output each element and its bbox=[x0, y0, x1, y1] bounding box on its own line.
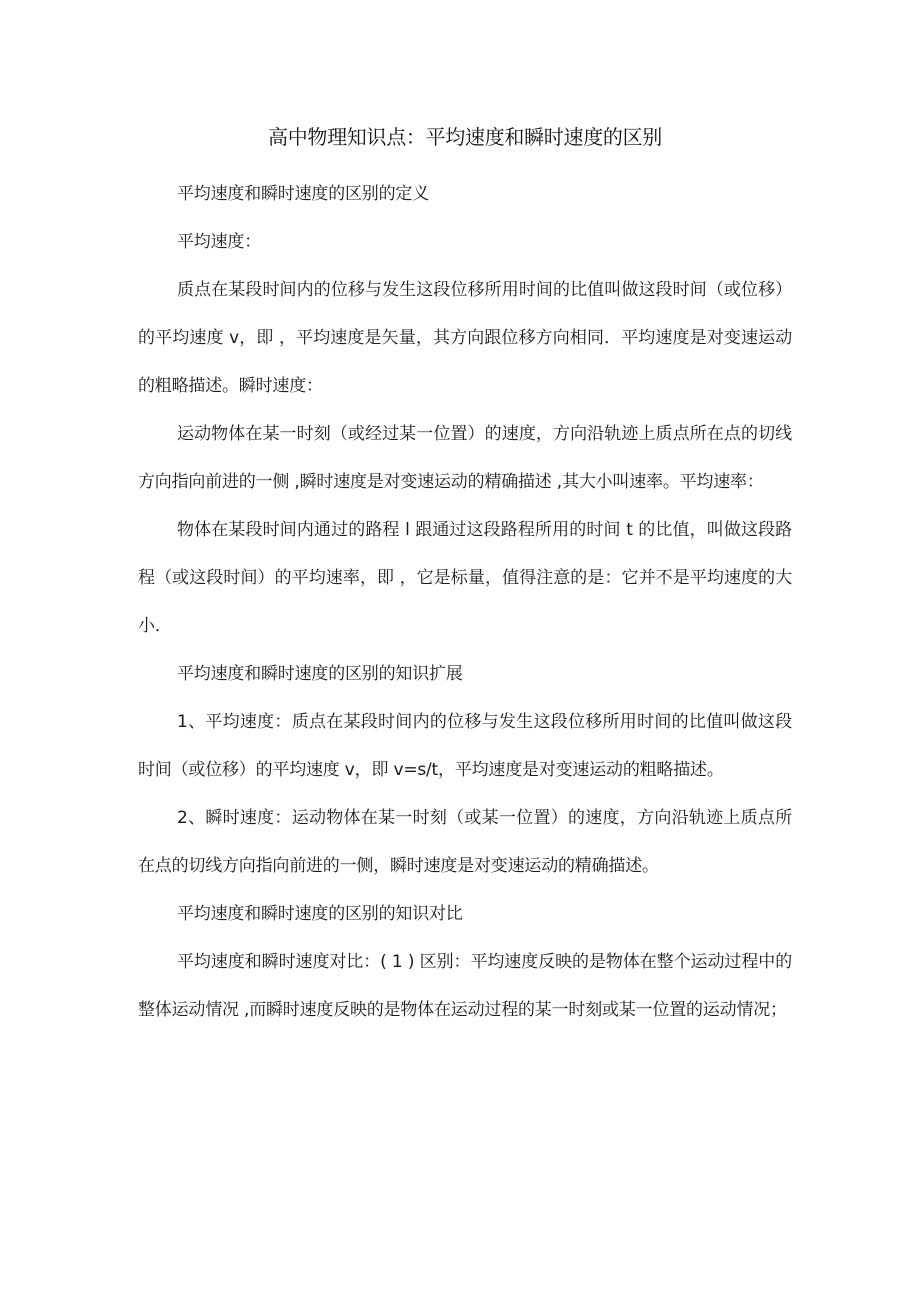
document-body bbox=[138, 170, 792, 1034]
subheading-average-velocity: 平均速度： bbox=[177, 232, 261, 252]
section-heading-definition: 平均速度和瞬时速度的区别的定义 bbox=[177, 184, 429, 204]
paragraph-average-speed-definition: 物体在某段时间内通过的路程 l 跟通过这段路程所用的时间 t 的比值，叫做这段路程（或这段时间）的平均速率，即 ，它是标量，值得注意的是：它并不是平均速度的大小． bbox=[138, 520, 792, 636]
paragraph-average-velocity-definition: 质点在某段时间内的位移与发生这段位移所用时间的比值叫做这段时间（或位移）的平均速度 v，即 ，平均速度是矢量，其方向跟位移方向相同．平均速度是对变速运动的粗略描述。瞬时速度： bbox=[138, 280, 792, 396]
section-heading-comparison: 平均速度和瞬时速度的区别的知识对比 bbox=[177, 904, 463, 924]
paragraph-comparison: 平均速度和瞬时速度对比：( 1 ) 区别：平均速度反映的是物体在整个运动过程中的整体运动情况 ,而瞬时速度反映的是物体在运动过程的某一时刻或某一位置的运动情况； bbox=[138, 952, 792, 1020]
list-item-average-velocity: 1、平均速度：质点在某段时间内的位移与发生这段位移所用时间的比值叫做这段时间（或位移）的平均速度 v，即 v=s/t，平均速度是对变速运动的粗略描述。 bbox=[138, 712, 792, 780]
paragraph-instantaneous-velocity-definition: 运动物体在某一时刻（或经过某一位置）的速度，方向沿轨迹上质点所在点的切线方向指向前进的一侧 ,瞬时速度是对变速运动的精确描述 ,其大小叫速率。平均速率： bbox=[138, 424, 792, 492]
list-item-instantaneous-velocity: 2、瞬时速度：运动物体在某一时刻（或某一位置）的速度，方向沿轨迹上质点所在点的切线方向指向前进的一侧，瞬时速度是对变速运动的精确描述。 bbox=[138, 808, 792, 876]
document-title: 高中物理知识点：平均速度和瞬时速度的区别 bbox=[268, 125, 662, 149]
section-heading-extension: 平均速度和瞬时速度的区别的知识扩展 bbox=[177, 664, 463, 684]
